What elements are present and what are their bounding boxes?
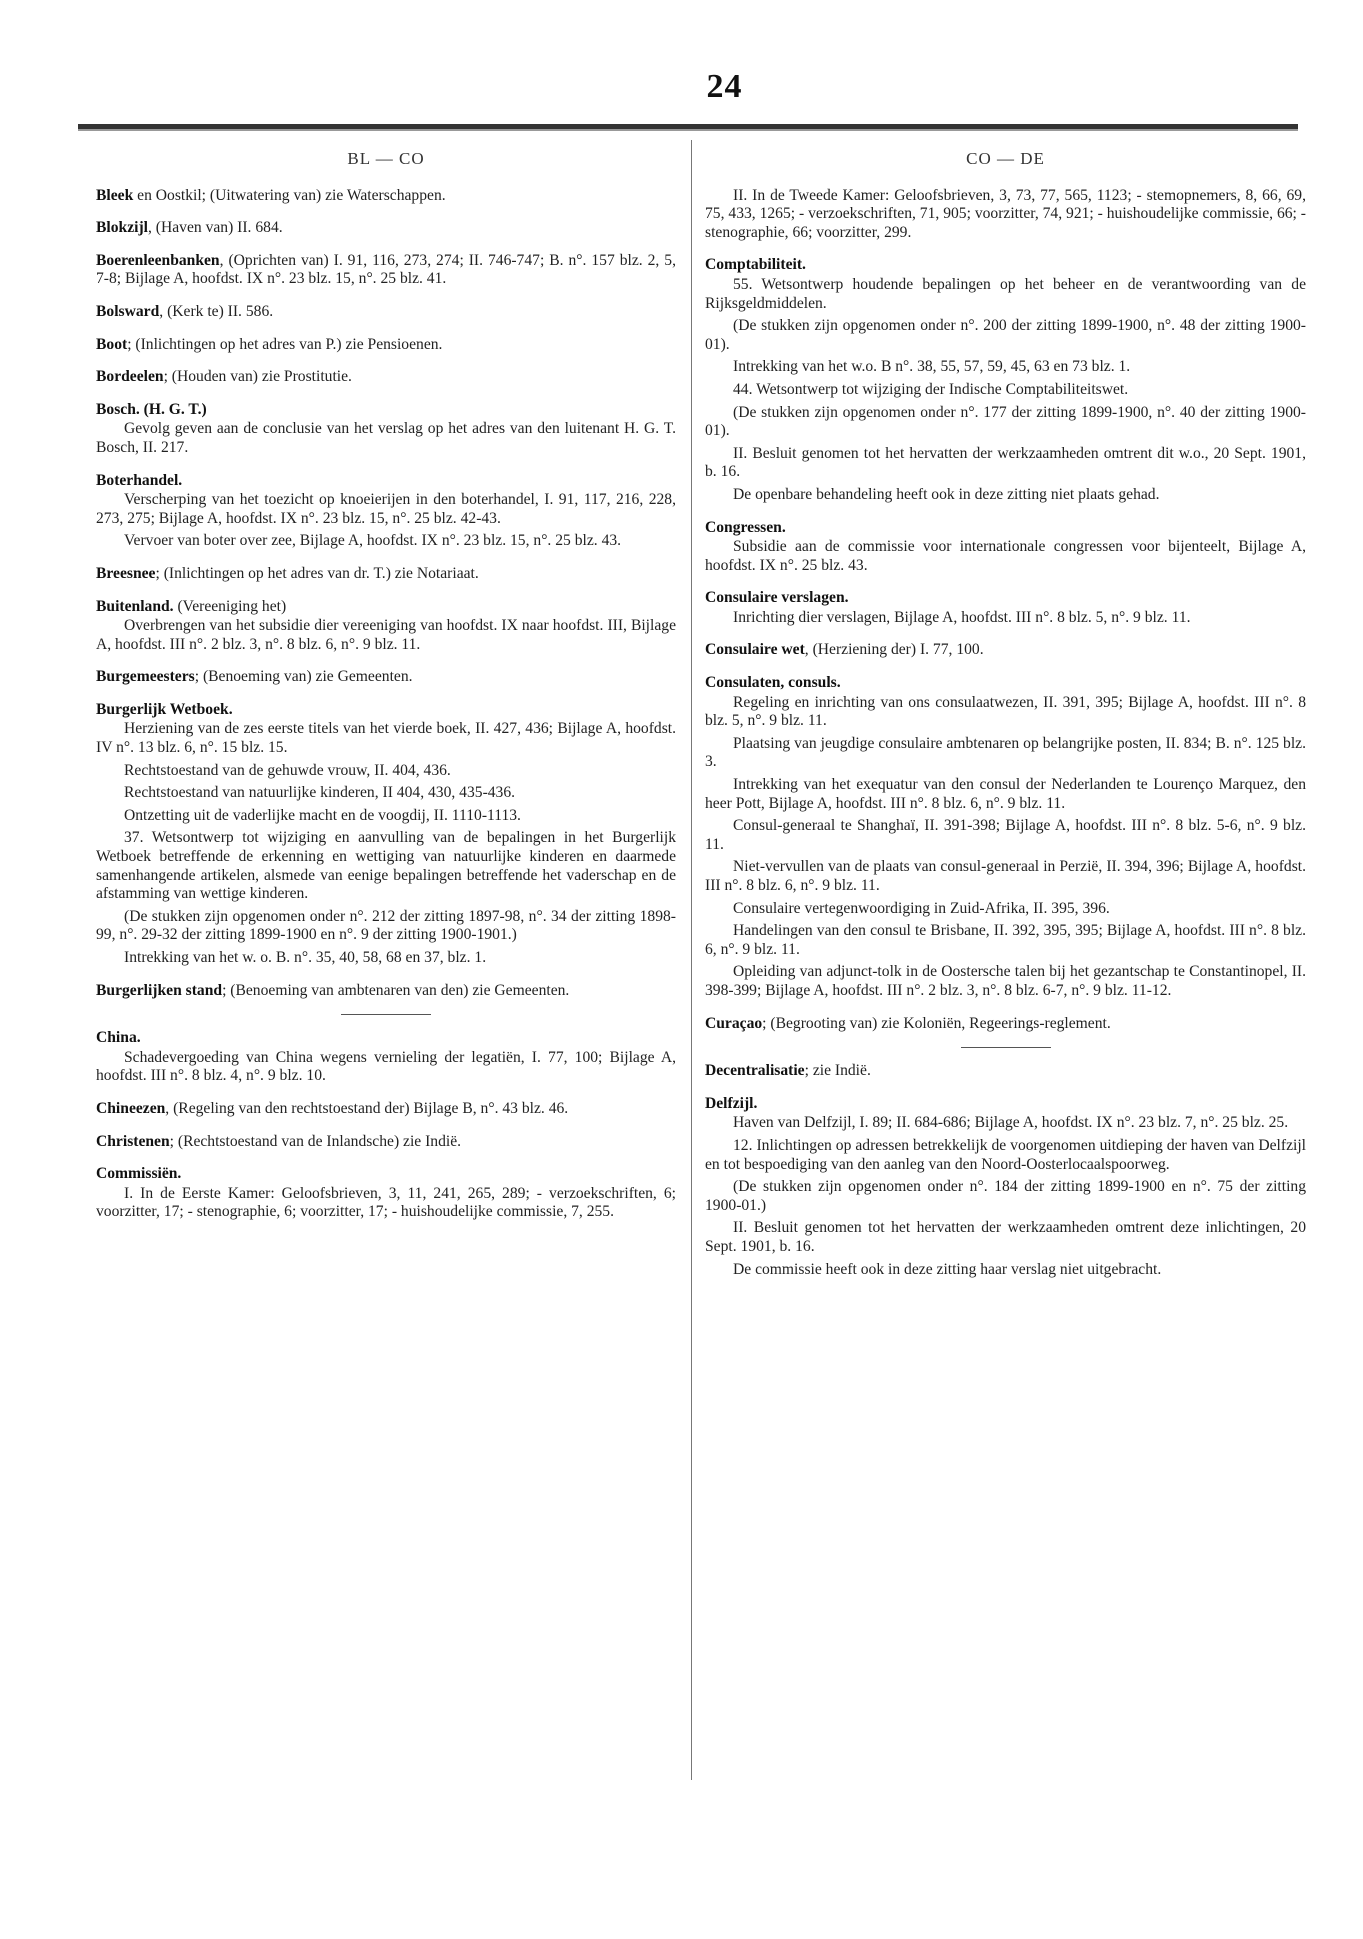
entry-term: Buitenland. — [96, 597, 174, 615]
entry-term: Boerenleenbanken — [96, 251, 220, 269]
entry-heading — [96, 701, 676, 720]
entry-rest: ; (Rechtstoestand van de Inlandsche) zie Indië. — [169, 1132, 462, 1150]
entry-term: Curaçao — [705, 1014, 763, 1032]
index-entry-burgemeesters — [96, 668, 676, 687]
entry-paragraph: De commissie heeft ook in deze zitting haar verslag niet uitgebracht. — [733, 1260, 1162, 1278]
entry-heading — [96, 368, 676, 387]
index-entry-buitenland — [96, 598, 676, 655]
entry-rest: ; (Benoeming van ambtenaren van den) zie Gemeenten. — [222, 981, 570, 999]
entry-heading — [96, 598, 676, 617]
entry-paragraph: II. Besluit genomen tot het hervatten der werkzaamheden omtrent deze inlichtingen, 20 Sept. 1901, b. 16. — [705, 1219, 1306, 1255]
entry-paragraph: 12. Inlichtingen op adressen betrekkelijk de voorgenomen uitdieping der haven van Delfzijl en tot bespoediging van den aanleg van den Noord-Oosterlocaalspoorweg. — [705, 1136, 1306, 1173]
index-entry-boterhandel — [96, 472, 676, 551]
entry-term: Delfzijl. — [705, 1094, 758, 1112]
entry-paragraph: Consulaire vertegenwoordiging in Zuid-Afrika, II. 395, 396. — [733, 899, 1110, 917]
entry-rest: ; (Benoeming van) zie Gemeenten. — [194, 668, 413, 686]
entry-term: Boot — [96, 335, 128, 353]
entry-paragraph: Intrekking van het exequatur van den consul der Nederlanden te Lourenço Marquez, den heer Pott, Bijlage A, hoofdst. III n°. 8 blz. 6, n°. 9 blz. 11. — [705, 776, 1306, 812]
index-entry-breesnee — [96, 565, 676, 584]
entry-heading — [96, 982, 676, 1001]
entry-paragraph: Herziening van de zes eerste titels van het vierde boek, II. 427, 436; Bijlage A, hoofdst. IV n°. 13 blz. 6, n°. 15 blz. 15. — [96, 720, 676, 757]
entry-heading — [705, 589, 1306, 608]
entry-heading — [96, 1133, 676, 1152]
entry-paragraph: Plaatsing van jeugdige consulaire ambtenaren op belangrijke posten, II. 834; B. n°. 125 blz. 3. — [705, 734, 1306, 771]
entry-rest: ; (Houden van) zie Prostitutie. — [163, 368, 352, 386]
entry-paragraph: Gevolg geven aan de conclusie van het verslag op het adres van den luitenant H. G. T. Bosch, II. 217. — [96, 420, 676, 456]
page-number: 24 — [706, 68, 743, 105]
entry-rest: , (Haven van) II. 684. — [147, 219, 283, 237]
entry-rest: , (Kerk te) II. 586. — [159, 302, 274, 320]
index-entry-bolsward — [96, 303, 676, 322]
entry-paragraph: Intrekking van het w.o. B n°. 38, 55, 57, 59, 45, 63 en 73 blz. 1. — [733, 358, 1131, 376]
right-column-header: CO — DE — [966, 149, 1045, 168]
index-entry-consulaire-wet — [705, 641, 1306, 660]
left-entries — [96, 187, 676, 1222]
index-entry-cura-ao — [705, 1015, 1306, 1034]
index-entry-commissi-n — [96, 1165, 676, 1222]
index-entry-decentralisatie — [705, 1062, 1306, 1081]
left-column-header: BL — CO — [347, 149, 425, 168]
entry-heading — [96, 187, 676, 206]
index-entry-delfzijl — [705, 1095, 1306, 1279]
entry-heading — [705, 1015, 1306, 1034]
entry-paragraph: Niet-vervullen van de plaats van consul-generaal in Perzië, II. 394, 396; Bijlage A, hoofdst. III n°. 8 blz. 6, n°. 9 blz. 11. — [705, 858, 1306, 894]
entry-heading — [96, 1029, 676, 1048]
entry-paragraph: Subsidie aan de commissie voor internationale congressen voor bijenteelt, Bijlage A, hoofdst. IX n°. 25 blz. 43. — [705, 538, 1306, 574]
entry-heading — [96, 472, 676, 491]
entry-rest: en Oostkil; (Uitwatering van) zie Waterschappen. — [133, 186, 446, 204]
entry-paragraph: Rechtstoestand van natuurlijke kinderen, II 404, 430, 435-436. — [124, 784, 516, 802]
entry-term: Boterhandel. — [96, 471, 183, 489]
entry-rest: , (Oprichten van) I. 91, 116, 273, 274; II. 746-747; B. n°. 157 blz. 2, 5, 7-8; Bijlage A, hoofdst. IX n°. 23 blz. 15, n°. 25 blz. 41. — [96, 251, 676, 288]
entry-term: Burgerlijk Wetboek. — [96, 700, 233, 718]
index-entry-boot — [96, 336, 676, 355]
entry-term: Burgerlijken stand — [96, 981, 223, 999]
entry-term: Bosch. (H. G. T.) — [96, 400, 207, 418]
entry-heading — [96, 1100, 676, 1119]
entry-rest: ; (Inlichtingen op het adres van dr. T.) zie Notariaat. — [155, 564, 479, 582]
entry-term: China. — [96, 1029, 141, 1047]
entry-heading — [96, 252, 676, 289]
entry-term: Bordeelen — [96, 368, 164, 386]
entry-rest: (Vereeniging het) — [173, 597, 287, 615]
entry-paragraph: II. Besluit genomen tot het hervatten der werkzaamheden omtrent dit w.o., 20 Sept. 1901, b. 16. — [705, 444, 1306, 481]
entry-heading — [96, 303, 676, 322]
index-entry-bosch-h-g-t — [96, 401, 676, 458]
index-entry-bordeelen — [96, 368, 676, 387]
left-column — [96, 150, 676, 1236]
entry-heading — [96, 401, 676, 420]
index-entry-bleek — [96, 187, 676, 206]
entry-rest: , (Herziening der) I. 77, 100. — [804, 641, 984, 659]
entry-term: Christenen — [96, 1132, 170, 1150]
entry-term: Breesnee — [96, 564, 156, 582]
entry-paragraph: Rechtstoestand van de gehuwde vrouw, II. 404, 436. — [124, 761, 451, 779]
entry-paragraph: Haven van Delfzijl, I. 89; II. 684-686; Bijlage A, hoofdst. IX n°. 23 blz. 7, n°. 25 blz. 25. — [733, 1114, 1289, 1132]
section-rule — [341, 1014, 431, 1015]
entry-paragraph: Overbrengen van het subsidie dier vereeniging van hoofdst. IX naar hoofdst. III, Bijlage A, hoofdst. III n°. 2 blz. 3, n°. 8 blz. 6, n°. 9 blz. 11. — [96, 617, 676, 653]
entry-paragraph: (De stukken zijn opgenomen onder n°. 177 der zitting 1899-1900, n°. 40 der zitting 1900-01). — [705, 403, 1306, 440]
index-entry-boerenleenbanken — [96, 252, 676, 289]
entry-paragraph: Inrichting dier verslagen, Bijlage A, hoofdst. III n°. 8 blz. 5, n°. 9 blz. 11. — [733, 608, 1191, 626]
index-entry-christenen — [96, 1133, 676, 1152]
entry-term: Blokzijl — [96, 219, 148, 237]
commissien-continuation: II. In de Tweede Kamer: Geloofsbrieven, 3, 73, 77, 565, 1123; - stemopnemers, 8, 66, 69, 75, 433, 1265; - verzoekschriften, 71, 905; voorzitter, 74, 921; - huishoudelijke commissie, 66; - stenographie, 66; voorzitter, 299. — [705, 186, 1306, 241]
entry-term: Consulaire wet — [705, 641, 805, 659]
entry-paragraph: (De stukken zijn opgenomen onder n°. 184 der zitting 1899-1900 en n°. 75 der zitting 1900-01.) — [705, 1178, 1306, 1214]
entry-heading — [705, 674, 1306, 693]
entry-paragraph: 44. Wetsontwerp tot wijziging der Indische Comptabiliteitswet. — [733, 380, 1129, 398]
entry-rest: , (Regeling van den rechtstoestand der) Bijlage B, n°. 43 blz. 46. — [165, 1099, 569, 1117]
entry-heading — [96, 219, 676, 238]
entry-heading — [96, 565, 676, 584]
entry-paragraph: Ontzetting uit de vaderlijke macht en de voogdij, II. 1110-1113. — [124, 806, 521, 824]
entry-term: Congressen. — [705, 518, 786, 536]
section-rule — [961, 1047, 1051, 1048]
index-entry-chineezen — [96, 1100, 676, 1119]
entry-heading — [705, 519, 1306, 538]
entry-heading — [705, 1062, 1306, 1081]
entry-heading — [96, 1165, 676, 1184]
column-divider — [691, 140, 692, 1780]
entry-paragraph: Regeling en inrichting van ons consulaatwezen, II. 391, 395; Bijlage A, hoofdst. III n°. 8 blz. 5, n°. 9 blz. 11. — [705, 693, 1306, 730]
entry-term: Comptabiliteit. — [705, 256, 806, 274]
entry-paragraph: Intrekking van het w. o. B. n°. 35, 40, 58, 68 en 37, blz. 1. — [124, 949, 487, 966]
entry-term: Bleek — [96, 186, 134, 204]
entry-rest: ; (Inlichtingen op het adres van P.) zie Pensioenen. — [127, 335, 443, 353]
index-entry-china — [96, 1029, 676, 1086]
entry-paragraph: 37. Wetsontwerp tot wijziging en aanvulling van de bepalingen in het Burgerlijk Wetboek betreffende de erkenning en wettiging van natuurlijke kinderen en daarmede samenhangende artikelen, alsmede van eenige bepalingen betreffende het vaderschap en de afstamming van wettige kinderen. — [96, 829, 676, 903]
entry-paragraph: Schadevergoeding van China wegens vernieling der legatiën, I. 77, 100; Bijlage A, hoofdst. III n°. 8 blz. 4, n°. 9 blz. 10. — [96, 1048, 676, 1085]
index-entry-congressen — [705, 519, 1306, 576]
entry-paragraph: I. In de Eerste Kamer: Geloofsbrieven, 3, 11, 241, 265, 289; - verzoekschriften, 6; voorzitter, 17; - stenographie, 6; voorzitter, 17; - huishoudelijke commissie, 7, 255. — [96, 1184, 676, 1221]
entry-heading — [96, 336, 676, 355]
right-column — [705, 150, 1306, 1293]
entry-paragraph: Vervoer van boter over zee, Bijlage A, hoofdst. IX n°. 23 blz. 15, n°. 25 blz. 43. — [124, 532, 622, 550]
entry-paragraph: (De stukken zijn opgenomen onder n°. 212 der zitting 1897-98, n°. 34 der zitting 1898-99, n°. 29-32 der zitting 1899-1900 en n°. 9 der zitting 1900-1901.) — [96, 907, 676, 944]
entry-paragraph: 55. Wetsontwerp houdende bepalingen op het beheer en de verantwoording van de Rijksgeldmiddelen. — [705, 275, 1306, 312]
entry-rest: ; zie Indië. — [804, 1062, 871, 1080]
entry-term: Burgemeesters — [96, 668, 195, 686]
entry-heading — [705, 256, 1306, 275]
index-entry-comptabiliteit — [705, 256, 1306, 504]
entry-term: Bolsward — [96, 302, 160, 320]
entry-heading — [705, 1095, 1306, 1114]
entry-term: Decentralisatie — [705, 1062, 805, 1080]
entry-paragraph: (De stukken zijn opgenomen onder n°. 200 der zitting 1899-1900, n°. 48 der zitting 1900-01). — [705, 317, 1306, 353]
entry-heading — [96, 668, 676, 687]
entry-paragraph: Verscherping van het toezicht op knoeierijen in den boterhandel, I. 91, 117, 216, 228, 273, 275; Bijlage A, hoofdst. IX n°. 23 blz. 15, n°. 25 blz. 42-43. — [96, 491, 676, 527]
entry-heading — [705, 641, 1306, 660]
entry-rest: ; (Begrooting van) zie Koloniën, Regeerings-reglement. — [762, 1014, 1111, 1032]
entry-term: Consulaire verslagen. — [705, 589, 849, 607]
entry-paragraph: De openbare behandeling heeft ook in deze zitting niet plaats gehad. — [733, 485, 1160, 503]
index-entry-burgerlijk-wetboek — [96, 701, 676, 968]
entry-paragraph: Opleiding van adjunct-tolk in de Oostersche talen bij het gezantschap te Constantinopel, II. 398-399; Bijlage A, hoofdst. III n°. 2 blz. 3, n°. 8 blz. 6-7, n°. 9 blz. 11-12. — [705, 963, 1306, 999]
index-entry-consulaten-consuls — [705, 674, 1306, 1001]
entry-term: Commissiën. — [96, 1165, 182, 1183]
entry-term: Chineezen — [96, 1099, 166, 1117]
index-entry-blokzijl — [96, 219, 676, 238]
header-rule — [78, 124, 1298, 131]
entry-term: Consulaten, consuls. — [705, 674, 841, 692]
index-entry-burgerlijken-stand — [96, 982, 676, 1001]
entry-paragraph: Consul-generaal te Shanghaï, II. 391-398; Bijlage A, hoofdst. III n°. 8 blz. 5-6, n°. 9 blz. 11. — [705, 817, 1306, 853]
entry-paragraph: Handelingen van den consul te Brisbane, II. 392, 395, 395; Bijlage A, hoofdst. III n°. 8 blz. 6, n°. 9 blz. 11. — [705, 922, 1306, 958]
right-entries — [705, 256, 1306, 1279]
index-entry-consulaire-verslagen — [705, 589, 1306, 627]
